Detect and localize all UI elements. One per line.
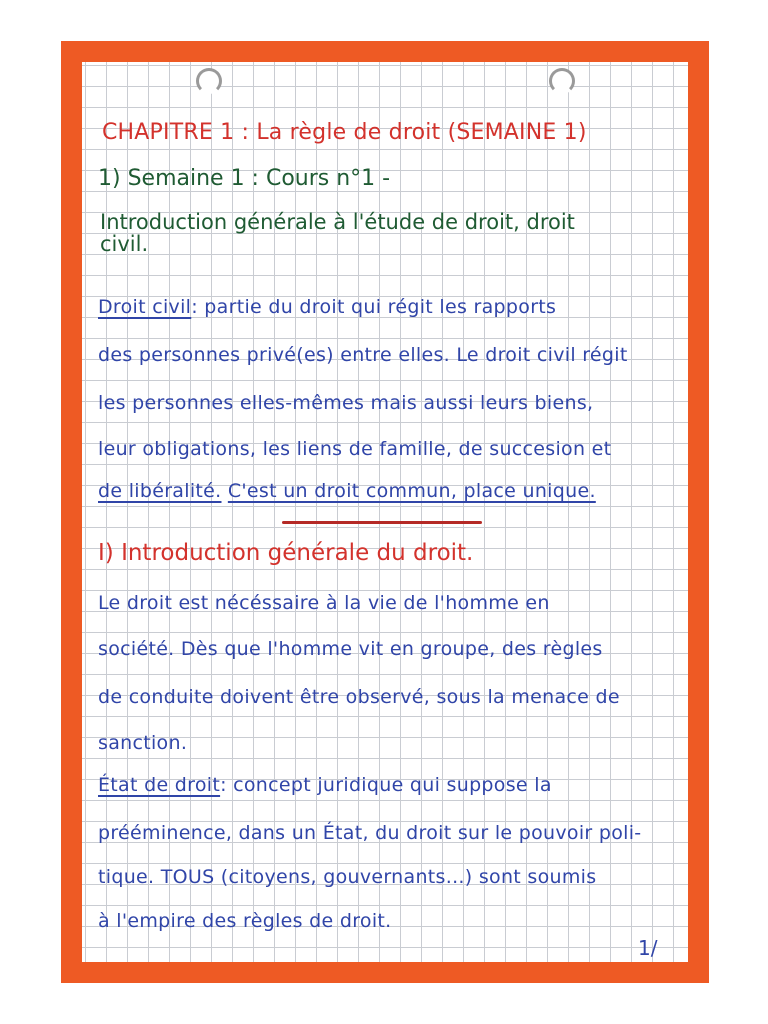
body-line5 (98, 774, 552, 796)
etat-de-droit-definition: : concept juridique qui suppose la (220, 774, 552, 796)
body-line1: Le droit est nécéssaire à la vie de l'homme en (98, 592, 550, 614)
body-line4: sanction. (98, 732, 188, 754)
body-line7: tique. TOUS (citoyens, gouvernants...) sont soumis (98, 866, 597, 888)
page-number: 1/ (638, 936, 658, 960)
droit-civil-definition: : partie du droit qui régit les rapports (191, 296, 557, 318)
intro-heading-line1: Introduction générale à l'étude de droit, droit (100, 210, 575, 234)
body-line2: société. Dès que l'homme vit en groupe, des règles (98, 638, 603, 660)
section-heading: I) Introduction générale du droit. (98, 540, 474, 566)
droit-civil-term: Droit civil (98, 296, 192, 318)
body-line6: prééminence, dans un État, du droit sur le pouvoir poli- (98, 822, 642, 844)
section-divider (282, 521, 482, 524)
binder-hole-left (196, 68, 222, 94)
droit-civil-line3: les personnes elles-mêmes mais aussi leurs biens, (98, 392, 594, 414)
droit-civil-line2: des personnes privé(es) entre elles. Le droit civil régit (98, 344, 628, 366)
chapter-title: CHAPITRE 1 : La règle de droit (SEMAINE 1) (102, 120, 587, 145)
binder-hole-right (549, 68, 575, 94)
body-line8: à l'empire des règles de droit. (98, 910, 392, 932)
droit-civil-line4: leur obligations, les liens de famille, de succesion et (98, 438, 612, 460)
orange-border (61, 41, 709, 983)
intro-heading-line2: civil. (100, 232, 149, 256)
etat-de-droit-term: État de droit (98, 774, 221, 796)
liberalite-text: de libéralité. (98, 480, 222, 502)
week-subtitle: 1) Semaine 1 : Cours n°1 - (98, 166, 391, 191)
droit-civil-line1 (98, 296, 556, 318)
grid-paper-sheet (82, 62, 688, 962)
droit-civil-line5 (98, 480, 596, 502)
body-line3: de conduite doivent être observé, sous la menace de (98, 686, 620, 708)
droit-commun-text: C'est un droit commun, place unique. (227, 480, 596, 502)
